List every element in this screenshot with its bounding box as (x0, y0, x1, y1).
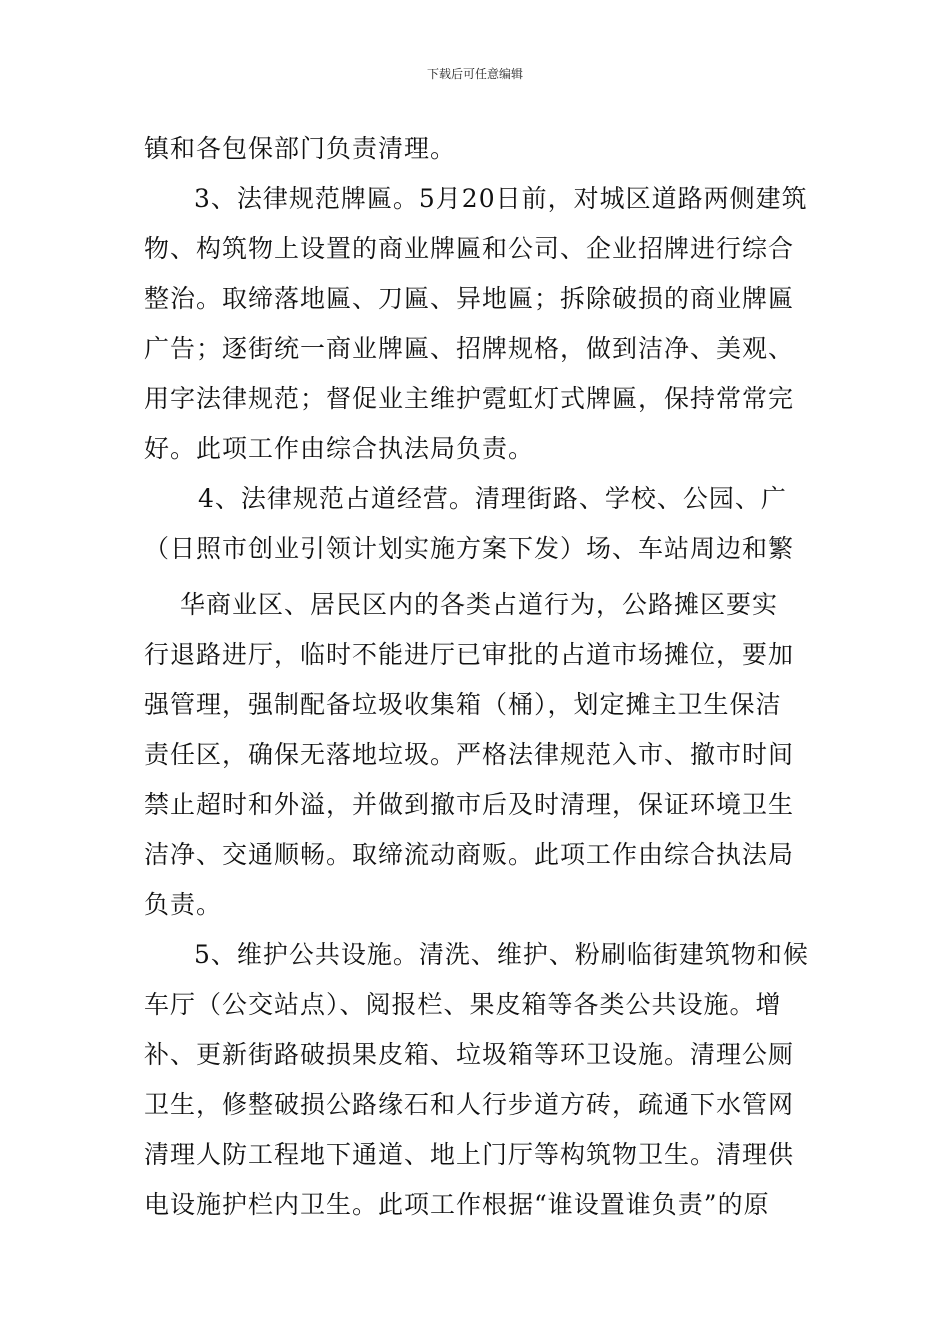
text-line: 华商业区、居民区内的各类占道行为，公路摊区要实 (180, 590, 779, 619)
text-line: 用字法律规范；督促业主维护霓虹灯式牌匾，保持常常完 (144, 384, 795, 413)
document-body (144, 124, 809, 1230)
text-line: 行退路进厅，临时不能进厅已审批的占道市场摊位，要加 (144, 640, 795, 669)
text-line: 负责。 (144, 890, 223, 919)
text-line: （日照市创业引领计划实施方案下发）场、车站周边和繁 (144, 534, 795, 563)
text-line: 电设施护栏内卫生。此项工作根据“谁设置谁负责”的原 (144, 1190, 770, 1219)
text-line: 5、维护公共设施。清洗、维护、粉刷临街建筑物和候 (194, 940, 809, 969)
text-line: 整治。取缔落地匾、刀匾、异地匾；拆除破损的商业牌匾 (144, 284, 795, 313)
text-line: 车厅（公交站点）、阅报栏、果皮箱等各类公共设施。增 (144, 990, 782, 1019)
text-line: 卫生，修整破损公路缘石和人行步道方砖，疏通下水管网 (144, 1090, 795, 1119)
text-line: 广告；逐街统一商业牌匾、招牌规格，做到洁净、美观、 (144, 334, 795, 363)
text-line: 好。此项工作由综合执法局负责。 (144, 434, 535, 463)
text-line: 3、法律规范牌匾。5月20日前，对城区道路两侧建筑 (194, 184, 808, 213)
page-header-note: 下载后可任意编辑 (426, 67, 523, 81)
text-line: 洁净、交通顺畅。取缔流动商贩。此项工作由综合执法局 (144, 840, 795, 869)
text-line: 物、构筑物上设置的商业牌匾和公司、企业招牌进行综合 (144, 234, 795, 263)
text-line: 责任区，确保无落地垃圾。严格法律规范入市、撤市时间 (144, 740, 795, 769)
text-line: 4、法律规范占道经营。清理街路、学校、公园、广 (198, 484, 787, 513)
text-line: 清理人防工程地下通道、地上门厅等构筑物卫生。清理供 (144, 1140, 795, 1169)
text-line: 补、更新街路破损果皮箱、垃圾箱等环卫设施。清理公厕 (144, 1040, 795, 1069)
text-line: 禁止超时和外溢，并做到撤市后及时清理，保证环境卫生 (144, 790, 795, 819)
text-line: 镇和各包保部门负责清理。 (144, 134, 457, 163)
text-line: 强管理，强制配备垃圾收集箱（桶），划定摊主卫生保洁 (144, 690, 782, 719)
